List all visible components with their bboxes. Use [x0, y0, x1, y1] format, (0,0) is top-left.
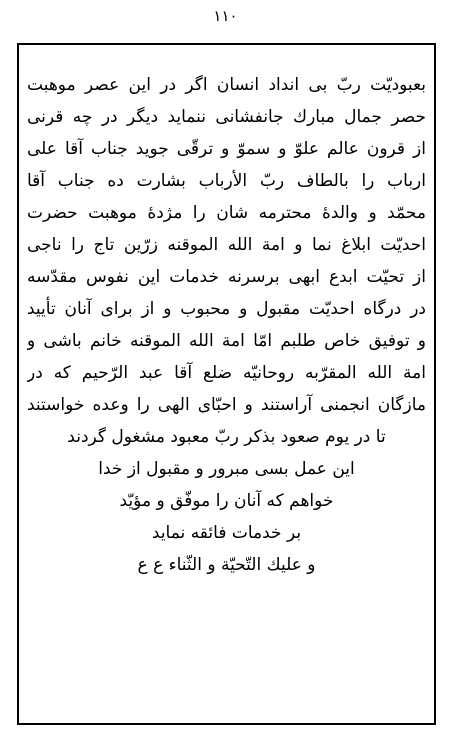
text-line: بر خدمات فائقه نمايد	[151, 523, 302, 543]
text-line: از تحيّت ابدع ابهى برسرنه خدمات اين نفوس مقدّسه	[27, 267, 426, 287]
text-line: تا در يوم صعود بذكر ربّ معبود مشغول گردند	[67, 427, 386, 447]
page-frame	[17, 43, 436, 725]
text-line: خواهم كه آنان را موفّق و مؤيّد	[119, 491, 334, 511]
text-line: و توفيق خاص طلبم امّا امة الله الموقنه خانم باشى و	[27, 331, 426, 351]
text-line: در درگاه احديّت مقبول و محبوب و از براى آنان تأييد	[27, 299, 426, 319]
text-line: محمّد و والدهٔ محترمه شان را مژدهٔ موهبت حضرت	[27, 203, 426, 223]
text-line: و عليك التّحيّة و الثّناء ع ع	[137, 555, 316, 575]
text-line: بعبوديّت ربّ بى انداد انسان اگر در اين عصر موهبت	[27, 75, 426, 95]
text-line: مازگان انجمنى آراستند و احبّاى الهى را وعده خواستند	[27, 395, 426, 415]
page-number: ۱۱۰	[213, 7, 238, 25]
text-line: ارباب را بالطاف ربّ الأرباب بشارت ده جناب آقا	[27, 171, 426, 191]
text-line: از قرون عالم علوّ و سموّ و ترقّى جويد جناب آقا على	[27, 139, 426, 159]
text-line: احديّت ابلاغ نما و امة الله الموقنه زرّين تاج را ناجى	[27, 235, 426, 255]
text-line: امة الله المقرّبه روحانيّه ضلع آقا عبد الرّحيم كه در	[27, 363, 426, 383]
tablet-text	[27, 69, 426, 581]
text-line: حصر جمال مبارك جانفشانى ننمايد ديگر در چه قرنى	[27, 107, 426, 127]
text-line: اين عمل بسى مبرور و مقبول از خدا	[98, 459, 355, 479]
